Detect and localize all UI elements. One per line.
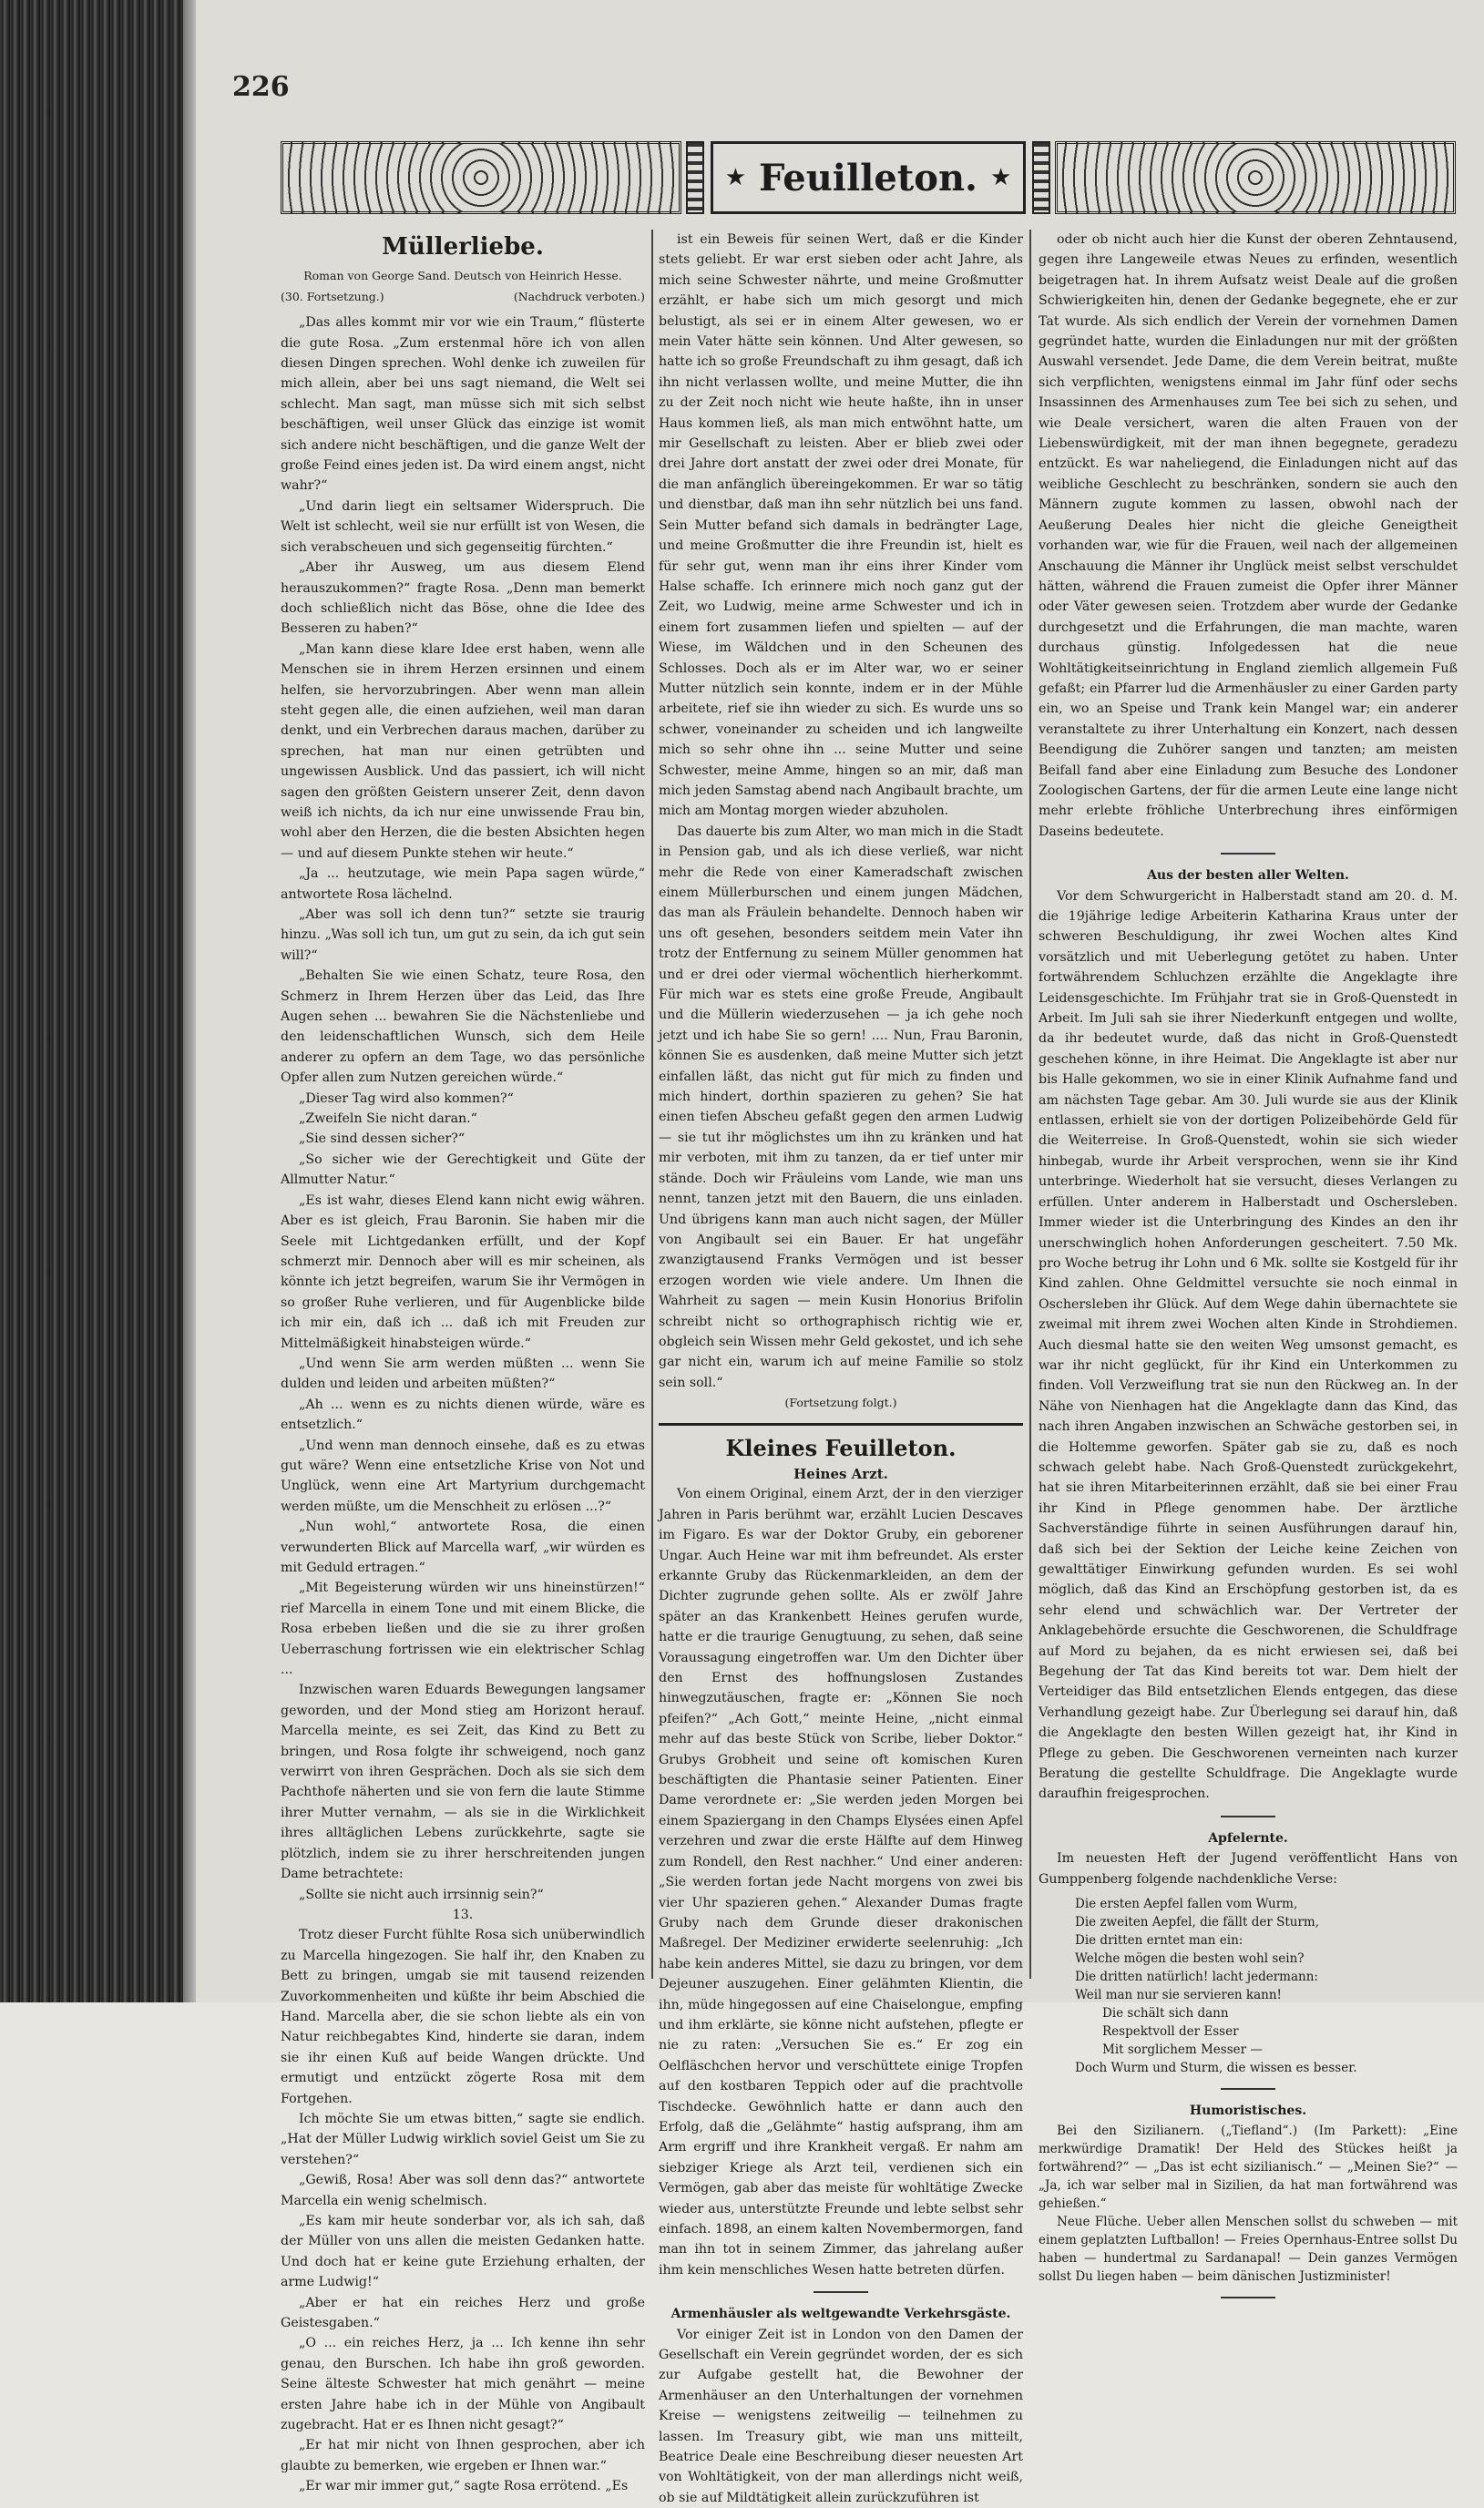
poem-line: Mit sorglichem Messer — <box>1102 2042 1263 2058</box>
column-2 <box>659 230 1023 2508</box>
poem-line: Welche mögen die besten wohl sein? <box>1075 1951 1305 1967</box>
column-3 <box>1039 230 1458 2309</box>
continuation-note: (Fortsetzung folgt.) <box>784 1396 897 1410</box>
article-heading: Aus der besten aller Welten. <box>1147 868 1349 884</box>
paragraph: „Das alles kommt mir vor wie ein Traum,“ flüsterte die gute Rosa. „Zum erstenmal höre ich von allen diesen Dingen sprechen. Wohl denke ich zuweilen für mich allein, aber bei uns sagt niemand, die Welt sei schlecht. Man sagt, man müsse sich mit sich selbst beschäftigen, weil unser Glück das einzige ist womit sich andere nicht beschäftigen, und die ganze Welt der große Feind eines jeden ist. Da wird einem angst, nicht wahr?“ <box>281 315 645 494</box>
story-meta <box>281 287 645 307</box>
paragraph: „O ... ein reiches Herz, ja ... Ich kenne ihn sehr genau, den Burschen. Ich habe ihn groß geworden. Seine älteste Schwester hat mich genährt — meine ersten Jahre habe ich in der Mühle von Angibault zugebracht. Hat er es Ihnen nicht gesagt?“ <box>281 2336 645 2433</box>
paragraph: „Er war mir immer gut,“ sagte Rosa errötend. „Es <box>299 2479 629 2494</box>
poem-line: Die ersten Aepfel fallen vom Wurm, <box>1075 1897 1298 1912</box>
ornament-tile-right-icon <box>1032 141 1050 214</box>
ornament-right-icon <box>1055 141 1456 214</box>
ornament-left-icon <box>281 141 681 214</box>
poem <box>1039 1895 1458 2077</box>
poem-line: Respektvoll der Esser <box>1102 2024 1239 2040</box>
article-separator <box>1221 2297 1275 2298</box>
article-heading: Heines Arzt. <box>793 1465 888 1482</box>
star-icon: ★ <box>724 164 747 191</box>
paragraph: „Aber was soll ich denn tun?“ setzte sie traurig hinzu. „Was soll ich tun, um gut zu sein, da ich gut sein will?“ <box>281 907 645 963</box>
paragraph: „Man kann diese klare Idee erst haben, wenn alle Menschen sie in ihrem Herzen ersinnen und einem helfen, sie hervorzubringen. Aber wenn man allein steht gegen alle, die einen aufziehen, weil man daran denkt, und ein Verbrechen daraus machen, darüber zu sprechen, hat man nur einen getrübten und ungewissen Ausblick. Und das passiert, ich will nicht sagen den größten Geistern unserer Zeit, denn davon weiß ich nichts, da ich nur eine unwissende Frau bin, wohl aber den Herzen, die die besten Absichten hegen — und auf diesem Punkte stehen wir heute.“ <box>281 641 645 861</box>
article-separator <box>1221 1816 1275 1817</box>
paragraph: „Ah ... wenn es zu nichts dienen würde, wäre es entsetzlich.“ <box>281 1397 645 1433</box>
story-title: Müllerliebe. <box>382 233 544 261</box>
paragraph: Vor einiger Zeit ist in London von den Damen der Gesellschaft ein Verein gegründet worden, der es sich zur Aufgabe gestellt hat, die Bewohner der Armenhäuser an den Unterhaltungen der vornehmen Kreise — wenigstens zeitweilig — teilnehmen zu lassen. Im Treasury gibt, wie man uns mitteilt, Beatrice Deale eine Beschreibung dieser neuesten Art von Wohltätigkeit, von der man allerdings nicht weiß, ob sie auf Mildtätigkeit allein zurückzuführen ist <box>659 2327 1023 2505</box>
article-separator <box>1221 2088 1275 2090</box>
paragraph: Von einem Original, einem Arzt, der in den vierziger Jahren in Paris berühmt war, erzählt Lucien Descaves im Figaro. Es war der Doktor Gruby, ein geborener Ungar. Auch Heine war mit ihm befreundet. Als erster erkannte Gruby das Rückenmarkleiden, an dem der Dichter zugrunde gehen sollte. Als er zwölf Jahre später an das Krankenbett Heines gerufen wurde, hatte er die traurige Genugtuung, zu sehen, daß seine Voraussagung eingetroffen war. Um den Dichter über den Ernst des hoffnungslosen Zustandes hinwegzutäuschen, fragte er: „Können Sie noch pfeifen?“ „Ach Gott,“ meinte Heine, „nicht einmal mehr auf das beste Stück von Scribe, lieber Doktor.“ Grubys Grobheit und seine oft komischen Kuren beschäftigten die Phantasie seiner Patienten. Einer Dame verordnete er: „Sie werden jeden Morgen bei einem Spaziergang in den Champs Elysées einen Apfel verzehren und zwar die erste Hälfte auf dem Hinweg zum Rondell, den Rest nachher.“ Und einer anderen: „Sie werden fortan jede Nacht morgens von zwei bis vier Uhr spazieren gehen.“ Alexander Dumas fragte Gruby nach dem Grunde dieser drakonischen Maßregel. Der Mediziner erwiderte seelenruhig: „Ich habe kein anderes Mittel, sie dazu zu bringen, vor dem Dejeuner auszugehen. Einer gelähmten Klientin, die ihn, müde hingegossen auf eine Chaiselongue, empfing und ihm erklärte, sie könne nicht aufstehen, pflegte er nie zu raten: „Versuchen Sie es.“ Er zog ein Oelfläschchen hervor und verschüttete einige Tropfen auf den kostbaren Teppich oder auf die prachtvolle Tischdecke. Gewöhnlich hatte er dann auch den Erfolg, daß die „Gelähmte“ hastig aufsprang, ihm am Arm ergriff und ihre Krankheit vergaß. Er nahm am siebziger Kriege als Arzt teil, verdienen sich ein Vermögen, gab aber das meiste für wohltätige Zwecke wieder aus, unterstützte Freunde und lebte selbst sehr einfach. 1898, an einem kalten Novembermorgen, fand man ihn tot in seinem Zimmer, das jahrelang außer ihm kein menschliches Wesen hatte betreten dürfen. <box>659 1487 1023 2278</box>
paragraph: Neue Flüche. Ueber allen Menschen sollst du schweben — mit einem geplatzten Luftballon! — Freies Opernhaus-Entree sollst Du haben — hundertmal zu Sardanapal! — Dein ganzes Vermögen sollst Du liegen haben — beim dänischen Justizminister! <box>1039 2214 1458 2284</box>
paragraph: Im neuesten Heft der Jugend veröffentlicht Hans von Gumppenberg folgende nachdenkliche Verse: <box>1039 1851 1458 1887</box>
installment-note: (30. Fortsetzung.) <box>281 289 384 303</box>
paragraph: oder ob nicht auch hier die Kunst der oberen Zehntausend, gegen ihre Langeweile etwas Neues zu erfinden, wesentlich beigetragen hat. In ihrem Aufsatz weist Deale auf die großen Schwierigkeiten hin, denen der Gedanke begegnete, ehe er zur Tat wurde. Als sich endlich der Verein der vornehmen Damen gegründet hatte, wurden die Einladungen nur mit der größten Auswahl versendet. Jede Dame, die dem Verein beitrat, mußte sich verpflichten, wenigstens einmal im Jahr fünf oder sechs Insassinnen des Armenhauses zum Tee bei sich zu sehen, und wie Deale versichert, waren die alten Frauen von der Liebenswürdigkeit, mit der man ihnen begegnete, geradezu entzückt. Es war naheliegend, die Einladungen nicht auf das weibliche Geschlecht zu beschränken, sondern sie auch den Männern zugute kommen zu lassen, obwohl nach der Aeußerung Deales hier nicht die gleiche Geneigtheit vorhanden war, wie für die Frauen, weil nach der allgemeinen Anschauung die Männer ihr Unglück meist selbst verschuldet hätten, während die Frauen zumeist die Opfer ihrer Männer oder Väter gewesen seien. Trotzdem aber wurde der Gedanke durchgesetzt und die Erfahrungen, die man machte, waren durchaus günstig. Infolgedessen hat die neue Wohltätigkeitseinrichtung in England ziemlich allgemein Fuß gefaßt; ein Pfarrer lud die Armenhäusler zu einer Garden party ein, wo an Speise und Trank kein Mangel war; ein anderer veranstaltete zu ihrer Unterhaltung ein Konzert, nach dessen Beendigung die Zuhörer sangen und tanzten; am meisten Beifall fand aber eine Einladung zum Besuche des Londoner Zoologischen Gartens, der für die armen Leute eine lange nicht mehr erlebte fröhliche Unterbrechung ihres einförmigen Daseins bedeutete. <box>1039 232 1458 839</box>
poem-line: Die dritten erntet man ein: <box>1075 1933 1243 1949</box>
paragraph: „Aber ihr Ausweg, um aus diesem Elend herauszukommen?“ fragte Rosa. „Denn man bemerkt doch schließlich nicht das Böse, ohne die Idee des Besseren zu haben?“ <box>281 560 645 637</box>
paragraph: „Es kam mir heute sonderbar vor, als ich sah, daß der Müller von uns allen die meisten Gedanken hatte. Und doch hat er keine gute Erziehung erhalten, der arme Ludwig!“ <box>281 2214 645 2290</box>
paragraph: „Sollte sie nicht auch irrsinnig sein?“ <box>299 1887 544 1902</box>
paragraph: Ich möchte Sie um etwas bitten,“ sagte sie endlich. „Hat der Müller Ludwig wirklich soviel Geist um Sie zu verstehen?“ <box>281 2111 645 2167</box>
paragraph: „Er hat mir nicht von Ihnen gesprochen, aber ich glaubte zu bemerken, wie ergeben er Ihnen war.“ <box>281 2438 645 2473</box>
paragraph: „Und wenn man dennoch einsehe, daß es zu etwas gut wäre? Wenn eine entsetzliche Krise von Not und Unglück, wenn eine Art Martyrium durchgemacht werden müßte, um die Menschheit zu erlösen ...?“ <box>281 1438 645 1514</box>
section-divider <box>659 1423 1023 1426</box>
feuilleton-banner <box>281 141 1456 214</box>
chapter-number: 13. <box>452 1907 474 1922</box>
paragraph: ist ein Beweis für seinen Wert, daß er die Kinder stets geliebt. Er war erst sieben oder acht Jahre, als mich seine Schwester nährte, und meine Großmutter erzählt, er habe sich um mich gesorgt und mich belustigt, als sei er in einem Alter gewesen, wo er mein Vater hätte sein können. Und Alter gewesen, so hatte ich so große Freundschaft zu ihm gesagt, daß ich ihn nicht verlassen wollte, und meine Mutter, die ihn zu der Zeit noch nicht wie heute haßte, ihn in unser Haus kommen ließ, als man mich entwöhnt hatte, um mir Gesellschaft zu leisten. Aber er blieb zwei oder drei Jahre dort anstatt der zwei oder drei Monate, für die man anfänglich übereingekommen. Er war so tätig und dienstbar, daß man ihn sehr nützlich bei uns fand. Sein Mutter befand sich damals in bedrängter Lage, und meine Großmutter die ihre Freundin ist, hielt es für sehr gut, wenn man ihr eins ihrer Kinder vom Halse schaffe. Ich erinnere mich noch ganz gut der Zeit, wo Ludwig, meine arme Schwester und ich in einem fort zusammen liefen und spielten — auf der Wiese, im Wäldchen und in den Scheunen des Schlosses. Doch als er im Alter war, wo er seiner Mutter nützlich sein konnte, indem er in der Mühle arbeitete, rief sie ihn wieder zu sich. Es wurde uns so schwer, voneinander zu scheiden und ich langweilte mich so sehr ohne ihn ... seine Mutter und seine Schwester, meine Amme, hingen so an mir, daß man mich jeden Samstag abend nach Angibault brachte, um mich am Montag morgen wieder abzuholen. <box>659 232 1023 819</box>
paragraph: Inzwischen waren Eduards Bewegungen langsamer geworden, und der Mond stieg am Horizont herauf. Marcella meinte, es sei Zeit, das Kind zu Bett zu bringen, und Rosa folgte ihr schweigend, noch ganz verwirrt von ihren Gesprächen. Doch als sie sich dem Pachthofe näherten und sie von fern die laute Stimme ihrer Mutter vernahm, — als sie in die Wirklichkeit ihres alltäglichen Lebens zurückkehrte, sagte sie plötzlich, indem sie zu ihrer herschreitenden jungen Dame betrachtete: <box>281 1683 645 1882</box>
paragraph: „Und darin liegt ein seltsamer Widerspruch. Die Welt ist schlecht, weil sie nur erfüllt ist von Wesen, die sich verabscheuen und sich gegenseitig fürchten.“ <box>281 498 645 555</box>
poem-line: Weil man nur sie servieren kann! <box>1075 1988 1282 2003</box>
paragraph: „Aber er hat ein reiches Herz und große Geistesgaben.“ <box>281 2295 645 2331</box>
article-heading: Apfelernte. <box>1208 1830 1288 1846</box>
column-1 <box>281 230 645 2497</box>
paragraph: „Es ist wahr, dieses Elend kann nicht ewig währen. Aber es ist gleich, Frau Baronin. Sie haben mir die Seele mit Lichtgedanken erfüllt, und der Kopf schmerzt mir. Dennoch aber will es mir scheinen, als könnte ich jetzt begreifen, warum Sie ihr Vermögen in so großer Ruhe verlieren, und für Augenblicke bilde ich mir ein, daß ich ... daß ich mit Freuden zur Mittelmäßigkeit hinabsteigen würde.“ <box>281 1193 645 1351</box>
paragraph: Bei den Sizilianern. („Tiefland“.) (Im Parkett): „Eine merkwürdige Dramatik! Der Held des Stückes heißt ja fortwährend?“ — „Das ist echt sizilianisch.“ — „Meinen Sie?“ — „Ja, ich war selber mal in Sizilien, da hat man fortwährend was gehießen.“ <box>1039 2123 1458 2211</box>
paragraph: „Dieser Tag wird also kommen?“ <box>299 1090 514 1106</box>
paragraph: „Behalten Sie wie einen Schatz, teure Rosa, den Schmerz in Ihrem Herzen über das Leid, das Ihre Augen sehen ... bewahren Sie die Nächstenliebe und den leidenschaftlichen Wunsch, sich dem Heile anderer zu opfern an dem Tage, wo das persönliche Opfer allen zum Nutzen gereichen würde.“ <box>281 968 645 1086</box>
poem-line: Doch Wurm und Sturm, die wissen es besser. <box>1075 2061 1357 2076</box>
column-divider <box>651 230 653 1979</box>
poem-line: Die dritten natürlich! lacht jedermann: <box>1075 1970 1318 1985</box>
article-separator <box>1221 853 1275 855</box>
paragraph: „Sie sind dessen sicher?“ <box>299 1131 466 1147</box>
article-heading: Humoristisches. <box>1189 2104 1307 2119</box>
banner-title-box <box>711 141 1026 214</box>
article-heading: Armenhäusler als weltgewandte Verkehrsgäste. <box>670 2307 1011 2322</box>
banner-title: Feuilleton. <box>759 156 977 200</box>
copyright-note: (Nachdruck verboten.) <box>513 289 645 303</box>
paragraph: Vor dem Schwurgericht in Halberstadt stand am 20. d. M. die 19jährige ledige Arbeiterin Katharina Kraus unter der schweren Beschuldigung, ihr zwei Wochen altes Kind vorsätzlich und mit Ueberlegung getötet zu haben. Unter fortwährendem Schluchzen erzählte die Angeklagte ihre Leidensgeschichte. Im Frühjahr trat sie in Groß-Quenstedt in Arbeit. Im Juli sah sie ihrer Niederkunft entgegen und wollte, da ihr bedeutet wurde, daß das nicht in Groß-Quenstedt geschehen könne, in ihre Heimat. Die Angeklagte ist aber nur bis Halle gekommen, wo sie in einer Klinik Aufnahme fand und am nächsten Tage gebar. Am 30. Juli wurde sie aus der Klinik entlassen, erhielt sie von der dortigen Polizeibehörde Geld für die Weiterreise. In Groß-Quenstedt, wohin sie sich wieder hinbegab, wurde ihr Arbeit versprochen, wenn sie ihr Kind unterbringe. Wiederholt hat sie versucht, dieses Verlangen zu erfüllen. Unter anderem in Halberstadt und Oschersleben. Immer wieder ist die Unterbringung des Kindes an den ihr unerschwinglich hohen Anforderungen gescheitert. 7.50 Mk. pro Woche betrug ihr Lohn und 6 Mk. sollte sie Kostgeld für ihr Kind zahlen. Ohne Geldmittel versuchte sie noch einmal in Oschersleben ihr Glück. Auf dem Wege dahin übernachtete sie zweimal mit ihrem zwei Wochen alten Kinde in Strohdiemen. Auch diesmal hatte sie den weiten Weg umsonst gemacht, es war ihr nicht geglückt, für ihr Kind ein Unterkommen zu finden. Voll Verzweiflung trat sie nun den Rückweg an. In der Nähe von Nienhagen hat die Angeklagte dann das Kind, das nach ihren Angaben inzwischen an Schwäche gestorben sei, in die Holtemme geworfen. Später gab sie zu, daß es noch schwach gelebt habe. Nach Groß-Quenstedt zurückgekehrt, hat sie ihren Mitarbeiterinnen erzählt, daß sie bei einer Frau ihr Kind in Pflege genommen habe. Der ärztliche Sachverständige führte in seinen Ausführungen darauf hin, daß sich bei der Sektion der Leiche keine Zeichen von gewalttätiger Einwirkung gefunden wurden. Es sei wohl möglich, daß das Kind an Erschöpfung gestorben ist, da es sehr elend und schwächlich war. Der Vertreter der Anklagebehörde ersuchte die Geschworenen, die Schuldfrage auf Mord zu bejahen, da es nicht erwiesen sei, daß bei Begehung der Tat das Kind bereits tot war. Dem hielt der Verteidiger das Bild entsetzlichen Elends entgegen, das diese Verhandlung gezeigt habe. Zur Überlegung sei darauf hin, daß die Angeklagte den besten Willen gezeigt hat, ihr Kind in Pflege zu geben. Die Geschworenen verneinten nach kurzer Beratung die gestellte Schuldfrage. Die Angeklagte wurde daraufhin freigesprochen. <box>1039 888 1458 1802</box>
paragraph: Trotz dieser Furcht fühlte Rosa sich unüberwindlich zu Marcella hingezogen. Sie half ihr, den Knaben zu Bett zu bringen, umgab sie mit tausend reizenden Zuvorkommenheiten und küßte ihr beim Abschied die Hand. Marcella aber, die sie schon liebte als ein von Natur reichbegabtes Kind, hinderte sie daran, indem sie ihr einen Kuß auf beide Wangen drückte. Und ermutigt und entzückt zögerte Rosa mit dem Fortgehen. <box>281 1928 645 2106</box>
paragraph: „Nun wohl,“ antwortete Rosa, die einen verwunderten Blick auf Marcella warf, „wir würden es mit Geduld ertragen.“ <box>281 1520 645 1575</box>
paragraph: „Und wenn Sie arm werden müßten ... wenn Sie dulden und leiden und arbeiten müßten?“ <box>281 1356 645 1392</box>
poem-line: Die zweiten Aepfel, die fällt der Sturm, <box>1075 1915 1319 1930</box>
page-number: 226 <box>232 71 290 103</box>
paragraph: „Ja ... heutzutage, wie mein Papa sagen würde,“ antwortete Rosa lächelnd. <box>281 866 645 902</box>
star-icon: ★ <box>989 164 1012 191</box>
section-title: Kleines Feuilleton. <box>725 1434 957 1461</box>
paragraph: „Mit Begeisterung würden wir uns hineinstürzen!“ rief Marcella in einem Tone und mit einem Blicke, die Rosa erbeben ließen und die sie zu ihrer großen Ueberraschung fortrissen wie ein elektrischer Schlag ... <box>281 1581 645 1678</box>
story-byline: Roman von George Sand. Deutsch von Heinrich Hesse. <box>303 269 622 283</box>
column-divider <box>1029 230 1031 1979</box>
paragraph: Das dauerte bis zum Alter, wo man mich in die Stadt in Pension gab, und als ich diese verließ, war nicht mehr die Rede von einer Kameradschaft zwischen einem Müllerburschen und einem jungen Mädchen, das man als Fräulein behandelte. Dennoch haben wir uns oft gesehen, besonders seitdem mein Vater ihn trotz der Entfernung zu seinem Müller genommen hat und er drei oder viermal wöchentlich hierherkommt. Für mich war es stets eine große Freude, Angibault und die Müllerin wiederzusehen — ja ich gehe noch jetzt und ich habe Sie so gern! .... Nun, Frau Baronin, können Sie es ausdenken, daß meine Mutter sich jetzt einfallen läßt, das nicht gut für mich zu finden und mich hindert, dorthin spazieren zu gehen? Sie hat einen tiefen Abscheu gefaßt gegen den armen Ludwig — sie tut ihr möglichstes um ihn zu kränken und hat mir verboten, mit ihm zu tanzen, da er tief unter mir stände. Doch wir Fräuleins vom Lande, wie man uns nennt, tanzen jetzt mit den Bauern, die uns einladen. Und übrigens kann man auch nicht sagen, der Müller von Angibault sei ein Bauer. Er hat ungefähr zwanzigtausend Franks Vermögen und ist besser erzogen worden wie viele andere. Um Ihnen die Wahrheit zu sagen — mein Kusin Honorius Brifolin schreibt nicht so orthographisch richtig wie er, obgleich sein Wissen mehr Geld gekostet, und ich sehe gar nicht ein, warum ich auf meine Familie so stolz sein soll.“ <box>659 824 1023 1390</box>
paragraph: „Gewiß, Rosa! Aber was soll denn das?“ antwortete Marcella ein wenig schelmisch. <box>281 2173 645 2208</box>
book-binding-edge <box>0 0 196 2002</box>
newspaper-page <box>196 0 1484 2505</box>
ornament-tile-left-icon <box>686 141 704 214</box>
poem-line: Die schält sich dann <box>1102 2006 1229 2022</box>
paragraph: „Zweifeln Sie nicht daran.“ <box>299 1111 477 1127</box>
paragraph: „So sicher wie der Gerechtigkeit und Güte der Allmutter Natur.“ <box>281 1152 645 1188</box>
article-separator <box>814 2291 868 2293</box>
